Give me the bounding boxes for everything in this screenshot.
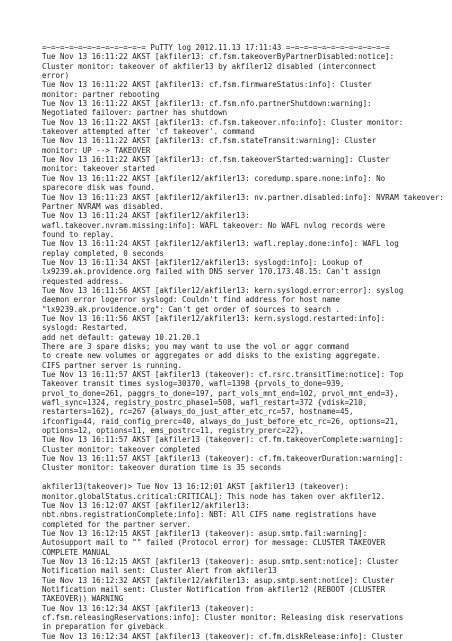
log-line: ifconfig=44, raid_config_prerc=40, always_do_just_before_etc_rc=26, options=21, bbox=[42, 416, 399, 426]
log-line: Negotiated failover: partner has shutdown bbox=[42, 108, 228, 118]
log-line: Tue Nov 13 16:11:22 AKST [akfiler13: cf.fsm.firmwareStatus:info]: Cluster bbox=[42, 80, 372, 90]
log-line: Tue Nov 13 16:11:22 AKST [akfiler13: cf.fsm.takeoverStarted:warning]: Cluster bbox=[42, 155, 390, 165]
log-line: Tue Nov 13 16:11:57 AKST [akfiler13 (takeover): cf.fm.takeoverComplete:warning]: bbox=[42, 435, 404, 445]
log-line: Tue Nov 13 16:11:56 AKST [akfiler12/akfiler13: kern.syslogd.error:error]: syslog bbox=[42, 285, 404, 295]
log-line: Tue Nov 13 16:11:57 AKST [akfiler13 (takeover): cf.rsrc.transitTime:notice]: Top bbox=[42, 370, 404, 380]
log-line: syslogd: Restarted. bbox=[42, 323, 128, 333]
log-line: Tue Nov 13 16:11:56 AKST [akfiler12/akfiler13: kern.syslogd.restarted:info]: bbox=[42, 313, 386, 323]
log-line: completed for the partner server. bbox=[42, 519, 192, 529]
log-line: Takeover transit times syslog=30370, wafl=1398 {prvols_to_done=939, bbox=[42, 379, 345, 389]
log-line: TAKEOVER)) WARNING bbox=[42, 594, 124, 604]
log-line: Tue Nov 13 16:12:32 AKST [akfiler12/akfiler13: asup.smtp.sent:notice]: Cluster bbox=[42, 575, 395, 585]
log-line: Autosupport mail to "" failed (Protocol error) for message: CLUSTER TAKEOVER bbox=[42, 538, 386, 548]
log-line: There are 3 spare disks; you may want to use the vol or aggr command bbox=[42, 342, 350, 351]
log-line: to create new volumes or aggregates or add disks to the existing aggregate. bbox=[42, 351, 381, 361]
log-line: Tue Nov 13 16:11:24 AKST [akfiler12/akfiler13: bbox=[42, 211, 250, 221]
log-line: Cluster monitor: takeover of akfiler13 by akfiler12 disabled (interconnect bbox=[42, 61, 377, 71]
log-line: Tue Nov 13 16:11:34 AKST [akfiler12/akfiler13: syslogd:info]: Lookup of bbox=[42, 257, 363, 267]
log-line: Tue Nov 13 16:11:22 AKST [akfiler13: cf.fsm.takeoverByPartnerDisabled:notice]: bbox=[42, 52, 395, 62]
log-line: monitor: takeover started bbox=[42, 164, 155, 174]
log-line: restarters=162}, rc=267 {always_do_just_after_etc_rc=57, hostname=45, bbox=[42, 407, 354, 417]
log-line: Partner NVRAM was disabled. bbox=[42, 201, 164, 211]
log-line: takeover attempted after 'cf takeover'. command bbox=[42, 127, 255, 137]
log-line: error) bbox=[42, 71, 70, 81]
log-line: replay completed, 0 seconds bbox=[42, 248, 164, 258]
log-line: requested address. bbox=[42, 276, 124, 286]
log-line: cf.fsm.releasingReservations:info]: Cluster monitor: Releasing disk reservations bbox=[42, 612, 404, 622]
log-header-line: =~=~=~=~=~=~=~=~=~=~=~= PuTTY log 2012.11.13 17:11:43 =~=~=~=~=~=~=~=~=~=~=~= bbox=[42, 43, 390, 52]
log-line: options=12, options=11, ems_postrc=11, registry_prerc=22}, bbox=[42, 426, 304, 436]
log-line: monitor.globalStatus.critical:CRITICAL]: This node has taken over akfiler12. bbox=[42, 491, 386, 501]
log-line: Tue Nov 13 16:12:15 AKST [akfiler13 (takeover): asup.smtp.sent:notice]: Cluster bbox=[42, 556, 399, 566]
log-line: Cluster monitor: takeover completed bbox=[42, 444, 201, 454]
log-line: Tue Nov 13 16:11:22 AKST [akfiler13: cf.fsm.stateTransit:warning]: Cluster bbox=[42, 136, 377, 146]
log-line: sparecore disk was found. bbox=[42, 183, 155, 193]
log-line: Notification mail sent: Cluster Notification from akfiler12 (REBOOT (CLUSTER bbox=[42, 584, 386, 594]
log-line: monitor: UP --> TAKEOVER bbox=[42, 145, 151, 155]
putty-log-output[interactable] bbox=[42, 43, 444, 641]
log-line: Tue Nov 13 16:11:23 AKST [akfiler12/akfiler13: nv.partner.disabled:info]: NVRAM takeover: bbox=[42, 192, 444, 202]
log-line: nbt.nbns.registrationComplete:info]: NBT: All CIFS name registrations have bbox=[42, 510, 377, 520]
log-line: Tue Nov 13 16:12:34 AKST [akfiler13 (takeover): bbox=[42, 603, 255, 613]
log-line bbox=[42, 473, 442, 482]
log-line: monitor: partner rebooting bbox=[42, 89, 160, 99]
log-line: Notification mail sent: Cluster Alert from akfiler13 bbox=[42, 566, 277, 576]
log-line: Tue Nov 13 16:12:07 AKST [akfiler12/akfiler13: bbox=[42, 500, 250, 510]
log-line: Tue Nov 13 16:11:22 AKST [akfiler13: cf.fsm.nfo.partnerShutdown:warning]: bbox=[42, 99, 372, 109]
log-line: Tue Nov 13 16:11:22 AKST [akfiler13: cf.fsm.takeover.nfo:info]: Cluster monitor: bbox=[42, 117, 404, 127]
log-line: COMPLETE MANUAL bbox=[42, 547, 110, 557]
log-line: Cluster monitor: takeover duration time is 35 seconds bbox=[42, 463, 282, 473]
log-line: daemon error logerror syslogd: Couldn't find address for host name bbox=[42, 295, 341, 305]
log-line: Tue Nov 13 16:11:24 AKST [akfiler12/akfiler13: wafl.replay.done:info]: WAFL log bbox=[42, 239, 399, 249]
log-line: CIFS partner server is running. bbox=[42, 360, 182, 370]
log-line: wafl.takeover.nvram.missing:info]: WAFL takeover: No WAFL nvlog records were bbox=[42, 220, 386, 230]
log-line: "lx9239.ak.providence.org": Can't get order of sources to search . bbox=[42, 304, 341, 314]
log-line: wafl_sync=1324, registry_postrc_phase1=508, wafl_restart=372 {vdisk=210, bbox=[42, 398, 368, 408]
log-line: Tue Nov 13 16:11:57 AKST [akfiler13 (takeover): cf.fm.takeoverDuration:warning]: bbox=[42, 454, 404, 464]
log-line: Tue Nov 13 16:12:15 AKST [akfiler13 (takeover): asup.smtp.fail:warning]: bbox=[42, 528, 368, 538]
log-line: Tue Nov 13 16:12:34 AKST [akfiler13 (takeover): cf.fm.diskRelease:info]: Cluster bbox=[42, 631, 404, 641]
log-line: add net default: gateway 10.21.20.1 bbox=[42, 332, 201, 342]
log-line: lx9239.ak.providence.org failed with DNS server 170.173.48.15: Can't assign bbox=[42, 267, 381, 277]
log-line: akfiler13(takeover)> Tue Nov 13 16:12:01 AKST [akfiler13 (takeover): bbox=[42, 482, 350, 492]
log-line: found to replay. bbox=[42, 229, 115, 239]
log-line: in preparation for giveback bbox=[42, 622, 164, 632]
log-line: Tue Nov 13 16:11:22 AKST [akfiler12/akfiler13: coredump.spare.none:info]: No bbox=[42, 173, 386, 183]
log-line: prvol_to_done=261, paggrs_to_done=197, part_vols_mnt_end=102, prvol_mnt_end=3}, bbox=[42, 388, 399, 398]
